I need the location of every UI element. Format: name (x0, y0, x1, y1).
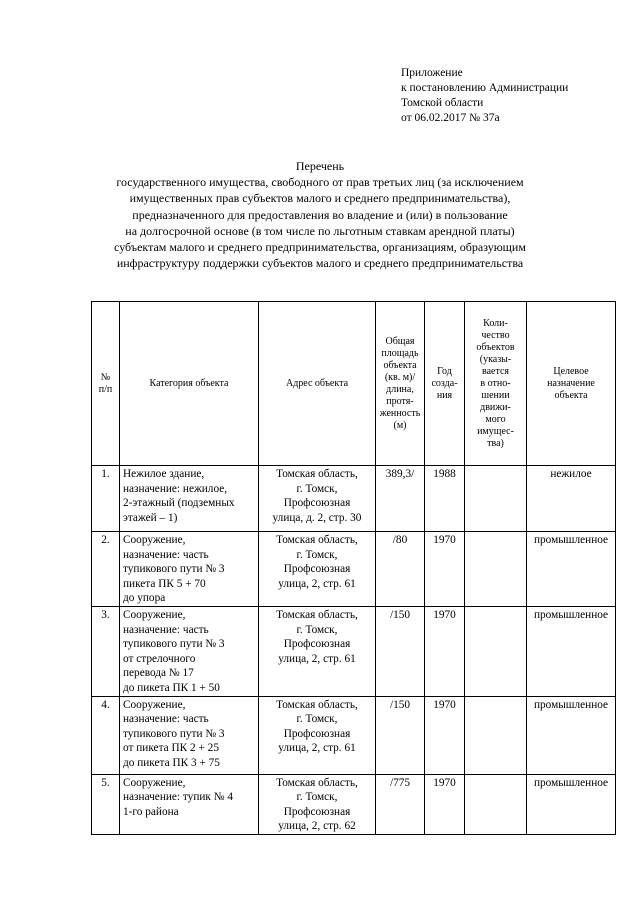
row-area-cell: /150 (376, 696, 425, 774)
row-category-cell-line: 1-го района (123, 805, 179, 818)
table-header-row (92, 302, 616, 466)
header-text-line: чество (481, 329, 510, 341)
header-text-line: тва) (487, 437, 504, 449)
row-address-cell (259, 606, 376, 696)
header-text-line: Целевое (553, 365, 589, 377)
row-address-cell-line: г. Томск, (296, 548, 338, 561)
header-text-line: назначение (547, 377, 595, 389)
header-text-line: площадь (381, 347, 419, 359)
header-count (465, 302, 527, 466)
row-count-cell (465, 696, 527, 774)
header-text-line: протя- (386, 395, 414, 407)
header-text-line: ния (436, 389, 453, 401)
row-address-cell-line: Профсоюзная (283, 563, 351, 576)
header-text-line: Категория объекта (149, 377, 229, 389)
header-text-line: Год (437, 365, 452, 377)
row-category-cell-line: Сооружение, (123, 698, 186, 711)
row-category-cell-line: до упора (123, 592, 166, 605)
row-year-cell: 1970 (425, 696, 465, 774)
table-row (92, 696, 616, 774)
row-purpose-cell: промышленное (527, 696, 616, 774)
header-area (376, 302, 425, 466)
row-address-cell-line: Томская область, (276, 776, 358, 789)
row-year-cell: 1970 (425, 606, 465, 696)
row-number-cell: 1. (92, 466, 120, 532)
row-address-cell-line: улица, 2, стр. 61 (278, 652, 356, 665)
row-category-cell-line: от пикета ПК 2 + 25 (123, 742, 219, 755)
title-line: предназначенного для предоставления во владение и (или) в пользование (132, 207, 508, 222)
title-line: государственного имущества, свободного от прав третьих лиц (за исключением (116, 175, 524, 190)
row-category-cell-line: этажей – 1) (123, 511, 178, 524)
row-address-cell (259, 696, 376, 774)
row-category-cell-line: Нежилое здание, (123, 468, 205, 480)
header-text-line: длина, (386, 383, 414, 395)
header-text-line: объекта (554, 389, 588, 401)
header-text-line: (указы- (479, 353, 512, 365)
row-category-cell-line: перевода № 17 (123, 667, 194, 680)
row-address-cell-line: Томская область, (276, 468, 358, 480)
row-area-cell: /775 (376, 774, 425, 834)
table-row (92, 774, 616, 834)
row-category-cell-line: от стрелочного (123, 652, 196, 665)
appendix-line: от 06.02.2017 № 37а (401, 112, 500, 124)
header-year (425, 302, 465, 466)
table-body (92, 466, 616, 835)
header-text-line: Коли- (483, 317, 508, 329)
row-number-cell: 3. (92, 606, 120, 696)
row-purpose-cell: промышленное (527, 532, 616, 607)
row-year-cell: 1970 (425, 774, 465, 834)
row-purpose-cell: промышленное (527, 774, 616, 834)
row-count-cell (465, 532, 527, 607)
row-category-cell (120, 466, 259, 532)
row-count-cell (465, 606, 527, 696)
title-line: субъектам малого и среднего предпринимательства, организациям, образующим (114, 240, 526, 255)
row-category-cell (120, 774, 259, 834)
row-number-cell: 4. (92, 696, 120, 774)
header-text-line: № (100, 371, 111, 383)
title-line: инфраструктуру поддержки субъектов малого и среднего предпринимательства (116, 256, 524, 271)
row-address-cell (259, 774, 376, 834)
row-category-cell-line: тупикового пути № 3 (123, 638, 225, 651)
row-year-cell: 1988 (425, 466, 465, 532)
row-category-cell-line: до пикета ПК 1 + 50 (123, 681, 220, 694)
row-count-cell (465, 466, 527, 532)
row-category-cell (120, 532, 259, 607)
row-category-cell-line: назначение: часть (123, 548, 209, 561)
header-text-line: (кв. м)/ (384, 371, 416, 383)
row-address-cell (259, 532, 376, 607)
header-text-line: объекта (383, 359, 417, 371)
row-number-cell: 2. (92, 532, 120, 607)
header-purpose (527, 302, 616, 466)
header-text-line: п/п (98, 383, 113, 395)
row-category-cell-line: Сооружение, (123, 608, 186, 621)
header-text-line: в отно- (480, 377, 511, 389)
header-number (92, 302, 120, 466)
header-text-line: вается (482, 365, 509, 377)
row-category-cell-line: тупикового пути № 3 (123, 727, 225, 740)
table-row (92, 466, 616, 532)
row-area-cell: 389,3/ (376, 466, 425, 532)
header-text-line: движи- (480, 401, 511, 413)
appendix-line: Томской области (401, 97, 484, 109)
row-year-cell: 1970 (425, 532, 465, 607)
appendix-line: Приложение (401, 67, 463, 79)
title-line: Перечень (295, 159, 345, 173)
row-category-cell (120, 696, 259, 774)
row-purpose-cell: промышленное (527, 606, 616, 696)
row-area-cell: /150 (376, 606, 425, 696)
row-category-cell-line: назначение: тупик № 4 (123, 791, 233, 804)
row-address-cell-line: Томская область, (276, 534, 358, 546)
row-address-cell-line: улица, 2, стр. 61 (278, 742, 356, 755)
row-address-cell-line: г. Томск, (296, 791, 338, 804)
header-text-line: Адрес объекта (285, 377, 349, 389)
header-text-line: женность (379, 407, 421, 419)
row-address-cell-line: Томская область, (276, 698, 358, 711)
header-text-line: Общая (385, 335, 415, 347)
row-address-cell-line: г. Томск, (296, 713, 338, 726)
row-count-cell (465, 774, 527, 834)
row-category-cell-line: пикета ПК 5 + 70 (123, 577, 206, 590)
row-address-cell-line: г. Томск, (296, 482, 338, 495)
header-text-line: объектов (476, 341, 515, 353)
header-text-line: шении (481, 389, 510, 401)
row-category-cell-line: 2-этажный (подземных (123, 497, 235, 510)
header-text-line: созда- (431, 377, 458, 389)
row-category-cell-line: Сооружение, (123, 776, 186, 789)
row-purpose-cell: нежилое (527, 466, 616, 532)
title-line: имущественных прав субъектов малого и среднего предпринимательства), (129, 191, 511, 206)
header-text-line: имущес- (477, 425, 514, 437)
row-address-cell-line: улица, 2, стр. 61 (278, 577, 356, 590)
property-table (91, 301, 616, 835)
row-category-cell-line: Сооружение, (123, 534, 186, 546)
row-area-cell: /80 (376, 532, 425, 607)
row-address-cell-line: улица, д. 2, стр. 30 (272, 511, 362, 524)
header-address (259, 302, 376, 466)
row-category-cell-line: тупикового пути № 3 (123, 563, 225, 576)
row-category-cell-line: назначение: часть (123, 623, 209, 636)
row-address-cell-line: г. Томск, (296, 623, 338, 636)
table-row (92, 532, 616, 607)
row-address-cell-line: Профсоюзная (283, 638, 351, 651)
row-address-cell-line: Профсоюзная (283, 497, 351, 510)
row-address-cell-line: Профсоюзная (283, 727, 351, 740)
title-line: на долгосрочной основе (в том числе по льготным ставкам арендной платы) (125, 223, 515, 238)
header-text-line: (м) (393, 419, 407, 431)
header-category (120, 302, 259, 466)
appendix-block (401, 66, 568, 126)
row-number-cell: 5. (92, 774, 120, 834)
header-text-line: мого (485, 413, 506, 425)
row-address-cell-line: улица, 2, стр. 62 (278, 820, 356, 833)
row-address-cell-line: Томская область, (276, 608, 358, 621)
row-category-cell (120, 606, 259, 696)
row-address-cell (259, 466, 376, 532)
row-category-cell-line: назначение: часть (123, 713, 209, 726)
row-address-cell-line: Профсоюзная (283, 805, 351, 818)
row-category-cell-line: до пикета ПК 3 + 75 (123, 756, 220, 769)
row-category-cell-line: назначение: нежилое, (123, 482, 228, 495)
table-row (92, 606, 616, 696)
appendix-line: к постановлению Администрации (401, 82, 569, 94)
document-title (60, 158, 580, 271)
